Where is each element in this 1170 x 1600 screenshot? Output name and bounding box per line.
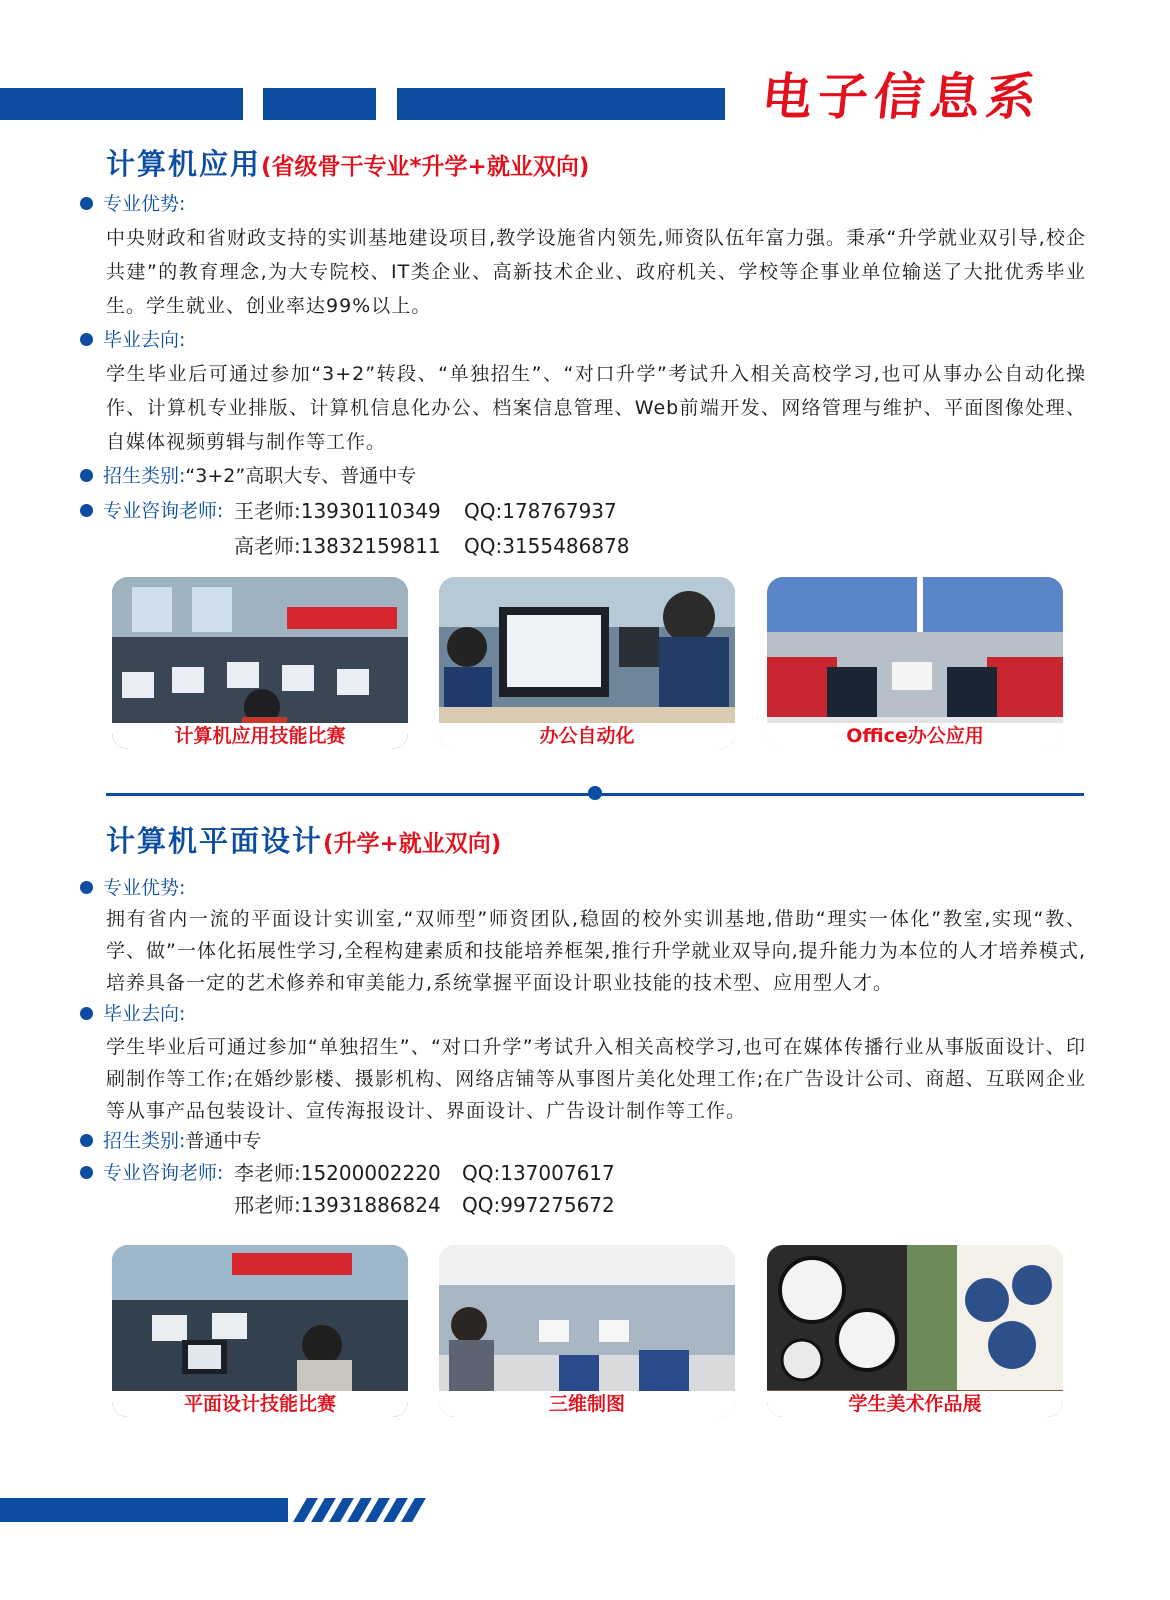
consult-label: 专业咨询老师:	[103, 1162, 224, 1184]
enroll-row	[80, 1125, 261, 1157]
teacher-contact: 高老师:13832159811	[234, 534, 441, 558]
photo-office-automation	[439, 577, 735, 749]
advantage-text: 中央财政和省财政支持的实训基地建设项目,教学设施省内领先,师资队伍年富力强。秉承“升学就业双引导,校企共建”的教育理念,为大专院校、IT类企业、高新技术企业、政府机关、学校等企事业单位输送了大批优秀毕业生。学生就业、创业率达99%以上。	[106, 227, 1086, 317]
advantage-text: 拥有省内一流的平面设计实训室,“双师型”师资团队,稳固的校外实训基地,借助“理实一体化”教室,实现“教、学、做”一体化拓展性学习,全程构建素质和技能培养框架,推行升学就业双导向,提升能力为本位的人才培养模式,培养具备一定的艺术修养和审美能力,系统掌握平面设计职业技能的技术型、应用型人才。	[106, 908, 1086, 994]
photo-caption: Office办公应用	[767, 723, 1063, 749]
bullet-icon	[80, 469, 93, 482]
bullet-icon	[80, 333, 93, 346]
enroll-label: 招生类别:	[103, 465, 186, 487]
teacher-contact: 邢老师:13931886824	[234, 1193, 441, 1217]
bullet-icon	[80, 197, 93, 210]
consult-row	[80, 495, 223, 527]
enroll-value: “3+2”高职大专、普通中专	[185, 465, 417, 487]
teacher-qq: QQ:178767937	[464, 499, 617, 523]
destination-heading	[80, 324, 185, 356]
destination-text: 学生毕业后可通过参加“单独招生”、“对口升学”考试升入相关高校学习,也可在媒体传播行业从事版面设计、印刷制作等工作;在婚纱影楼、摄影机构、网络店铺等从事图片美化处理工作;在广告设计公司、商超、互联网企业等从事产品包装设计、宣传海报设计、界面设计、广告设计制作等工作。	[106, 1036, 1086, 1122]
footer-bar	[0, 1498, 288, 1522]
divider-dot	[588, 786, 602, 800]
section-title-main: 计算机平面设计	[106, 824, 324, 858]
destination-text: 学生毕业后可通过参加“3+2”转段、“单独招生”、“对口升学”考试升入相关高校学习,也可从事办公自动化操作、计算机专业排版、计算机信息化办公、档案信息管理、Web前端开发、网络管理与维护、平面图像处理、自媒体视频剪辑与制作等工作。	[106, 363, 1086, 453]
photo-art-exhibition	[767, 1245, 1063, 1417]
consult-row	[80, 1157, 223, 1189]
section-title-sub: (升学+就业双向)	[323, 831, 502, 857]
destination-heading	[80, 998, 185, 1030]
photo-caption: 三维制图	[439, 1391, 735, 1417]
teacher-contact: 李老师:15200002220	[234, 1161, 441, 1185]
teacher-qq: QQ:997275672	[462, 1193, 615, 1217]
teacher-qq: QQ:137007617	[462, 1161, 615, 1185]
section-title-graphic-design	[106, 819, 501, 860]
header-bar-1	[0, 88, 243, 120]
header-bar-2	[263, 88, 376, 120]
photo-caption: 计算机应用技能比赛	[112, 723, 408, 749]
destination-label: 毕业去向:	[103, 1003, 186, 1025]
destination-label: 毕业去向:	[103, 329, 186, 351]
photo-caption: 学生美术作品展	[767, 1391, 1063, 1417]
department-title: 电子信息系	[758, 67, 1046, 126]
bullet-icon	[80, 504, 93, 517]
advantage-heading	[80, 188, 185, 220]
section-title-computer-application	[106, 142, 589, 183]
photo-office-application	[767, 577, 1063, 749]
section-title-sub: (省级骨干专业*升学+就业双向)	[261, 154, 590, 180]
teacher-qq: QQ:3155486878	[464, 534, 630, 558]
header-bar-3	[397, 88, 725, 120]
advantage-heading	[80, 872, 185, 904]
bullet-icon	[80, 1134, 93, 1147]
bullet-icon	[80, 1166, 93, 1179]
photo-caption: 平面设计技能比赛	[112, 1391, 408, 1417]
teacher-contact: 王老师:13930110349	[234, 499, 441, 523]
bullet-icon	[80, 881, 93, 894]
advantage-label: 专业优势:	[103, 877, 186, 899]
photo-caption: 办公自动化	[439, 723, 735, 749]
photo-3d-drawing	[439, 1245, 735, 1417]
consult-label: 专业咨询老师:	[103, 500, 224, 522]
enroll-label: 招生类别:	[103, 1130, 186, 1152]
photo-design-contest	[112, 1245, 408, 1417]
photo-computer-contest	[112, 577, 408, 749]
bullet-icon	[80, 1007, 93, 1020]
section-title-main: 计算机应用	[106, 147, 262, 181]
advantage-label: 专业优势:	[103, 193, 186, 215]
enroll-value: 普通中专	[185, 1130, 262, 1152]
enroll-row	[80, 460, 416, 492]
